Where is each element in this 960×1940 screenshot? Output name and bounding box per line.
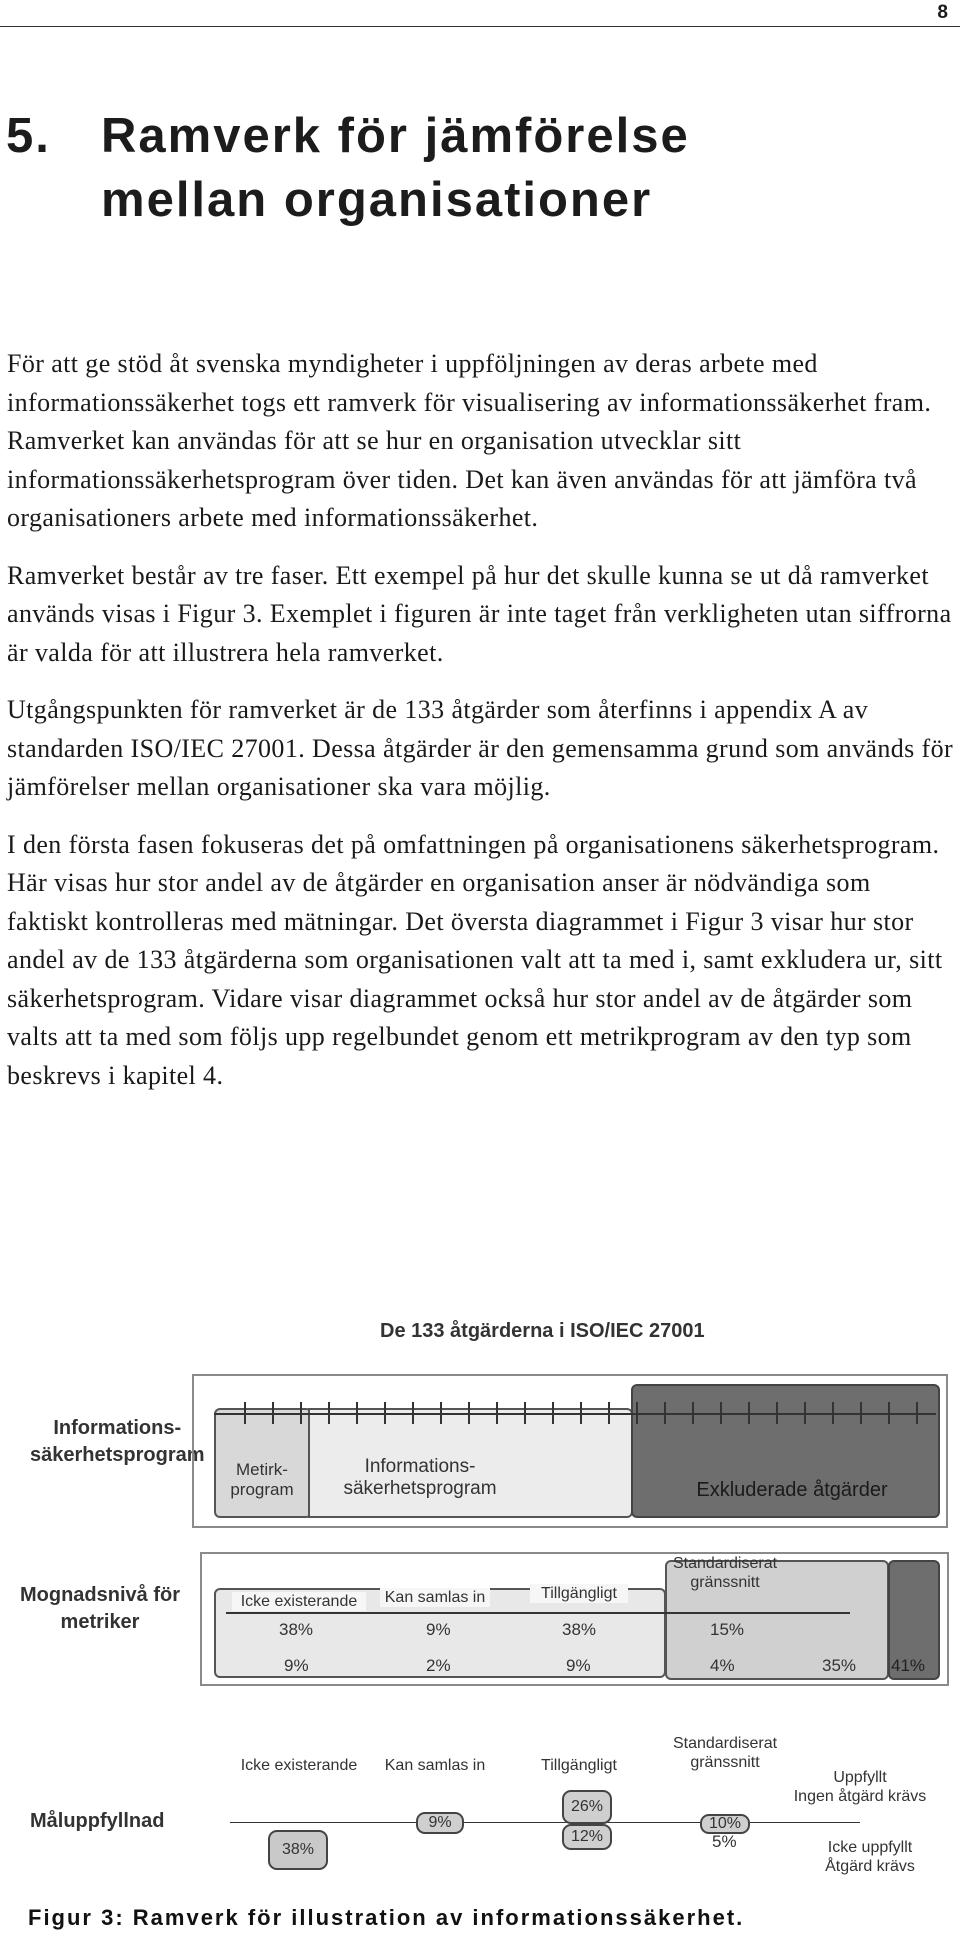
header-rule — [0, 26, 960, 27]
row2-stage-standardiserat — [655, 1554, 795, 1592]
row3-label: Måluppfyllnad — [30, 1810, 165, 1832]
tick — [300, 1402, 302, 1424]
section-number: 5. — [6, 109, 51, 163]
fulfilled-label — [780, 1768, 940, 1806]
paragraph-4: I den första fasen fokuseras det på omfattningen på organisationens säkerhetsprogram. Här visas hur stor andel av de åtgärder en organisation anser är nödvändiga som faktiskt kontrolleras med mätningar. Det översta diagrammet i Figur 3 visar hur stor andel av de 133 åtgärderna som organisationen valt att ta med i, samt exkludera ur, sitt säkerhetsprogram. Vidare visar diagrammet också hur stor andel av de åtgärder som valts att ta med som följs upp regelbundet genom ett metrikprogram av den typ som beskrevs i kapitel 4. — [7, 829, 943, 1090]
tick — [384, 1402, 386, 1424]
row2-upper-pct-1: 38% — [279, 1620, 314, 1639]
tick — [636, 1402, 638, 1424]
tick — [776, 1402, 778, 1424]
paragraph-3: Utgångspunkten för ramverket är de 133 åtgärder som återfinns i appendix A av standarden ISO/IEC 27001. Dessa åtgärder är den gemensamma grund som används för jämförelser mellan organisationer ska vara möjlig. — [7, 695, 954, 801]
row2-lower-pct-1: 9% — [284, 1656, 309, 1675]
row2-lower-pct-4: 4% — [710, 1656, 735, 1675]
row2-stage-tillgangligt: Tillgängligt — [530, 1584, 628, 1603]
metrik-label-line2: program — [230, 1480, 294, 1499]
tick — [804, 1402, 806, 1424]
row3-stage-tillgangligt: Tillgängligt — [541, 1757, 617, 1774]
tick — [440, 1402, 442, 1424]
tick — [412, 1402, 414, 1424]
figure-caption: Figur 3: Ramverk för illustration av informationssäkerhet. — [28, 1905, 745, 1930]
metrik-program-label — [220, 1460, 304, 1500]
row3-stage-standardiserat — [655, 1734, 795, 1772]
row3-stage-kan-samlas-in: Kan samlas in — [384, 1757, 486, 1774]
unfulfilled-label — [800, 1838, 940, 1876]
row3-axis — [230, 1822, 860, 1823]
row2-stage-icke-existerande: Icke existerande — [232, 1592, 366, 1611]
tick — [664, 1402, 666, 1424]
tick — [916, 1402, 918, 1424]
row2-lower-pct-6: 41% — [891, 1656, 926, 1675]
body-text — [7, 345, 955, 1114]
tick — [888, 1402, 890, 1424]
row3-bar-12: 12% — [562, 1824, 612, 1850]
row3-bar-10: 10% — [700, 1814, 750, 1834]
unfulfilled-line1: Icke uppfyllt — [827, 1839, 913, 1856]
excluded-label: Exkluderade åtgärder — [696, 1479, 888, 1501]
tick — [468, 1402, 470, 1424]
tick — [272, 1402, 274, 1424]
row2-upper-pct-2: 9% — [426, 1620, 451, 1639]
row3-stage-icke-existerande: Icke existerande — [240, 1757, 358, 1774]
tick — [244, 1402, 246, 1424]
tick — [524, 1402, 526, 1424]
row3-bar-9: 9% — [416, 1812, 464, 1834]
tick — [580, 1402, 582, 1424]
row2-label — [10, 1582, 190, 1636]
row2-stage4-line2: gränssnitt — [690, 1574, 760, 1591]
tick — [860, 1402, 862, 1424]
tick — [748, 1402, 750, 1424]
tick — [832, 1402, 834, 1424]
row2-stage4-line1: Standardiserat — [672, 1555, 778, 1572]
row3-bar-26: 26% — [562, 1790, 612, 1824]
row1-label — [30, 1415, 205, 1469]
row2-lower-pct-3: 9% — [566, 1656, 591, 1675]
info-program-label — [330, 1456, 510, 1500]
heading-line-1: Ramverk för jämförelse — [101, 109, 690, 163]
tick — [328, 1402, 330, 1424]
unfulfilled-line2: Åtgärd krävs — [825, 1858, 915, 1875]
row3-stage4-line2: gränssnitt — [690, 1754, 760, 1771]
row3-stage4-line1: Standardiserat — [672, 1735, 778, 1752]
row2-upper-pct-3: 38% — [562, 1620, 597, 1639]
section-heading — [6, 104, 690, 232]
metrik-label-line1: Metirk- — [236, 1460, 288, 1479]
fulfilled-line1: Uppfyllt — [833, 1769, 887, 1786]
fulfilled-line2: Ingen åtgärd krävs — [793, 1788, 927, 1805]
info-label-line1: Informations- — [364, 1456, 476, 1477]
row2-ruler — [226, 1612, 850, 1614]
row1-label-line1: Informations- — [53, 1417, 182, 1439]
tick — [720, 1402, 722, 1424]
row3-bar-38: 38% — [268, 1830, 328, 1870]
row2-stage-kan-samlas-in: Kan samlas in — [380, 1588, 490, 1607]
row2-upper-pct-4: 15% — [710, 1620, 745, 1639]
figure-title: De 133 åtgärderna i ISO/IEC 27001 — [380, 1320, 705, 1342]
tick — [496, 1402, 498, 1424]
row1-ruler — [214, 1413, 936, 1415]
heading-line-2: mellan organisationer — [101, 173, 653, 227]
row2-lower-pct-5: 35% — [822, 1656, 857, 1675]
tick — [356, 1402, 358, 1424]
figure-3 — [0, 1310, 960, 1910]
row3-pct-5: 5% — [712, 1832, 737, 1851]
tick — [552, 1402, 554, 1424]
row2-label-line2: metriker — [60, 1611, 140, 1633]
info-label-line2: säkerhetsprogram — [343, 1478, 497, 1499]
row2-lower-pct-2: 2% — [426, 1656, 451, 1675]
page-number: 8 — [937, 2, 948, 23]
paragraph-1: För att ge stöd åt svenska myndigheter i uppföljningen av deras arbete med informationssäkerhet togs ett ramverk för visualisering av informationssäkerhet fram. Ramverket kan användas för att se hur en organisation utvecklar sitt informationssäkerhetsprogram över tiden. Det kan även användas för att jämföra två organisationers arbete med informationssäkerhet. — [7, 349, 932, 532]
row2-label-line1: Mognadsnivå för — [19, 1584, 180, 1606]
tick — [692, 1402, 694, 1424]
paragraph-2: Ramverket består av tre faser. Ett exempel på hur det skulle kunna se ut då ramverket används visas i Figur 3. Exemplet i figuren är inte taget från verkligheten utan siffrorna är valda för att illustrera hela ramverket. — [7, 560, 952, 667]
tick — [608, 1402, 610, 1424]
row1-label-line2: säkerhetsprogram — [30, 1444, 205, 1466]
